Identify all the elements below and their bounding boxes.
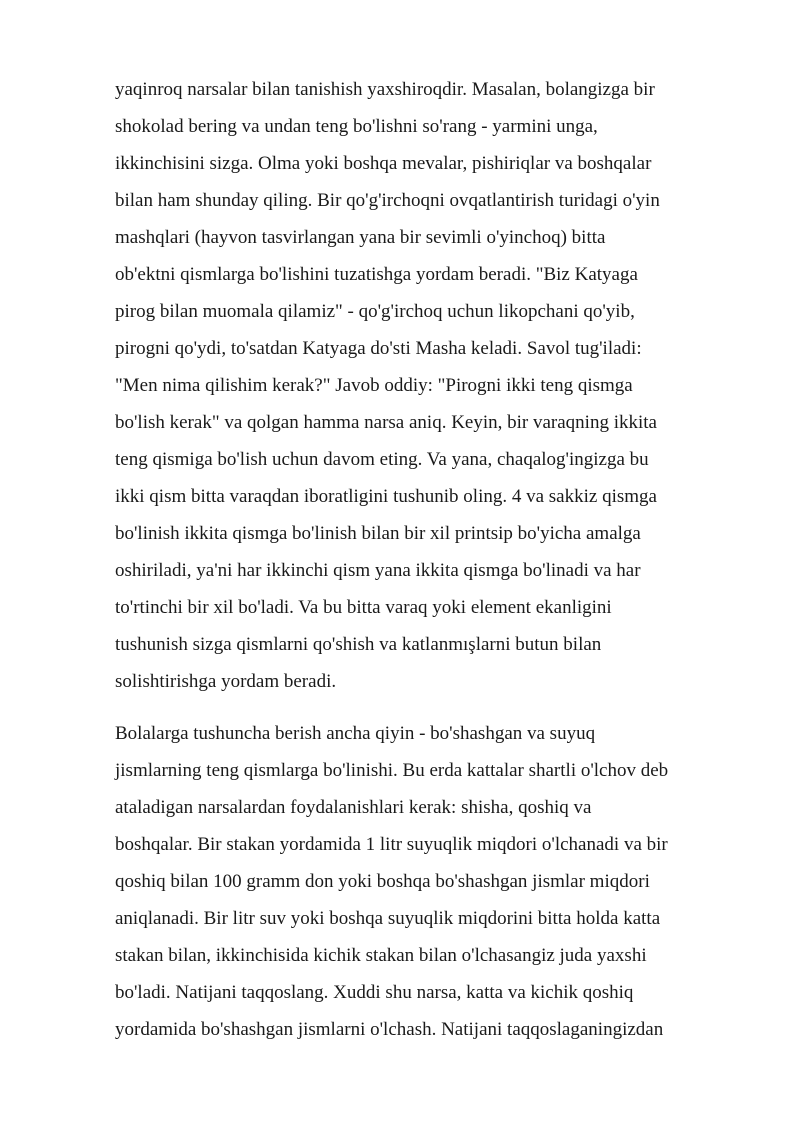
- text-line: jismlarning teng qismlarga bo'linishi. Bu erda kattalar shartli o'lchov deb: [115, 760, 669, 781]
- text-line: tushunish sizga qismlarni qo'shish va katlanmışlarni butun bilan: [115, 634, 602, 655]
- text-line: teng qismiga bo'lish uchun davom eting. Va yana, chaqalog'ingizga bu: [115, 449, 649, 470]
- text-line: bo'lish kerak" va qolgan hamma narsa aniq. Keyin, bir varaqning ikkita: [115, 412, 657, 433]
- text-line: boshqalar. Bir stakan yordamida 1 litr suyuqlik miqdori o'lchanadi va bir: [115, 834, 668, 855]
- text-line: Bolalarga tushuncha berish ancha qiyin - bo'shashgan va suyuq: [115, 723, 596, 744]
- text-line: bo'ladi. Natijani taqqoslang. Xuddi shu narsa, katta va kichik qoshiq: [115, 982, 634, 1003]
- text-line: stakan bilan, ikkinchisida kichik stakan bilan o'lchasangiz juda yaxshi: [115, 945, 647, 966]
- text-line: yaqinroq narsalar bilan tanishish yaxshiroqdir. Masalan, bolangizga bir: [115, 79, 655, 100]
- text-line: ikkinchisini sizga. Olma yoki boshqa mevalar, pishiriqlar va boshqalar: [115, 153, 652, 174]
- text-line: yordamida bo'shashgan jismlarni o'lchash. Natijani taqqoslaganingizdan: [115, 1019, 664, 1040]
- text-line: bilan ham shunday qiling. Bir qo'g'irchoqni ovqatlantirish turidagi o'yin: [115, 190, 660, 211]
- text-line: oshiriladi, ya'ni har ikkinchi qism yana ikkita qismga bo'linadi va har: [115, 560, 641, 581]
- text-line: solishtirishga yordam beradi.: [115, 671, 337, 692]
- text-line: "Men nima qilishim kerak?" Javob oddiy: "Pirogni ikki teng qismga: [115, 375, 633, 396]
- text-line: pirogni qo'ydi, to'satdan Katyaga do'sti Masha keladi. Savol tug'iladi:: [115, 338, 642, 359]
- text-line: to'rtinchi bir xil bo'ladi. Va bu bitta varaq yoki element ekanligini: [115, 597, 612, 618]
- text-line: qoshiq bilan 100 gramm don yoki boshqa bo'shashgan jismlar miqdori: [115, 871, 650, 892]
- text-line: ob'ektni qismlarga bo'lishini tuzatishga yordam beradi. "Biz Katyaga: [115, 264, 638, 285]
- text-line: aniqlanadi. Bir litr suv yoki boshqa suyuqlik miqdorini bitta holda katta: [115, 908, 661, 929]
- text-line: pirog bilan muomala qilamiz" - qo'g'irchoq uchun likopchani qo'yib,: [115, 301, 635, 322]
- text-line: shokolad bering va undan teng bo'lishni so'rang - yarmini unga,: [115, 116, 598, 137]
- text-line: ikki qism bitta varaqdan iboratligini tushunib oling. 4 va sakkiz qismga: [115, 486, 657, 507]
- text-line: mashqlari (hayvon tasvirlangan yana bir sevimli o'yinchoq) bitta: [115, 227, 606, 248]
- text-line: ataladigan narsalardan foydalanishlari kerak: shisha, qoshiq va: [115, 797, 592, 818]
- text-line: bo'linish ikkita qismga bo'linish bilan bir xil printsip bo'yicha amalga: [115, 523, 641, 544]
